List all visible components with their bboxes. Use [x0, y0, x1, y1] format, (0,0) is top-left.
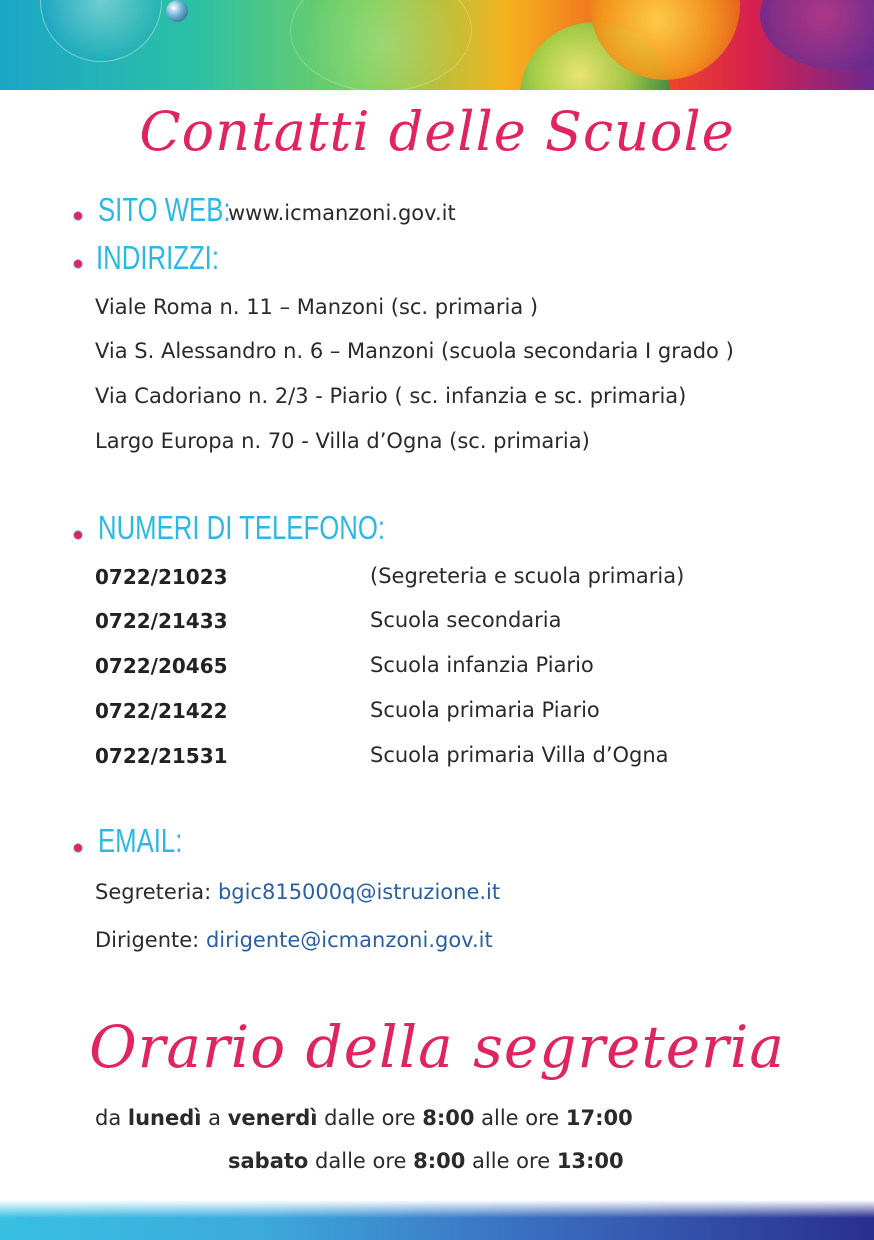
- phone-number[interactable]: 0722/21023: [95, 565, 228, 589]
- phone-description: Scuola secondaria: [370, 608, 562, 632]
- phone-description: Scuola primaria Villa d’Ogna: [370, 743, 669, 767]
- bubble-decoration: [760, 0, 874, 70]
- bubble-decoration: [166, 0, 188, 22]
- hours-time: 8:00: [422, 1106, 475, 1130]
- bullet-icon: [73, 530, 83, 540]
- bullet-icon: [73, 259, 83, 269]
- email-segreteria-link[interactable]: bgic815000q@istruzione.it: [217, 880, 501, 904]
- email-label: EMAIL:: [98, 822, 183, 859]
- web-label: SITO WEB:: [98, 191, 231, 228]
- bullet-icon: [73, 211, 83, 221]
- hours-text: alle ore: [472, 1149, 551, 1173]
- hours-time: 13:00: [556, 1149, 624, 1173]
- phone-description: Scuola infanzia Piario: [370, 653, 594, 677]
- web-url[interactable]: www.icmanzoni.gov.it: [228, 201, 456, 225]
- hours-text: alle ore: [481, 1106, 560, 1130]
- footer-band: [0, 1200, 874, 1240]
- phone-description: (Segreteria e scuola primaria): [370, 564, 685, 588]
- email-segreteria-row: [95, 880, 500, 904]
- email-dirigente-row: [95, 928, 493, 952]
- hours-time: 8:00: [413, 1149, 466, 1173]
- address-line: Via S. Alessandro n. 6 – Manzoni (scuola secondaria I grado ): [95, 339, 734, 363]
- addresses-label: INDIRIZZI:: [96, 239, 219, 276]
- hours-weekday: [95, 1106, 633, 1130]
- hours-day: venerdì: [227, 1106, 318, 1130]
- hours-title: Orario della segreteria: [89, 1013, 785, 1081]
- hours-text: dalle ore: [324, 1106, 416, 1130]
- phone-number[interactable]: 0722/21433: [95, 609, 228, 633]
- address-line: Largo Europa n. 70 - Villa d’Ogna (sc. primaria): [95, 429, 590, 453]
- hours-saturday: [228, 1149, 624, 1173]
- hours-time: 17:00: [565, 1106, 633, 1130]
- email-segreteria-label: Segreteria:: [95, 880, 212, 904]
- contacts-title: Contatti delle Scuole: [139, 100, 735, 163]
- hours-text: dalle ore: [315, 1149, 407, 1173]
- email-dirigente-link[interactable]: dirigente@icmanzoni.gov.it: [205, 928, 493, 952]
- phone-number[interactable]: 0722/20465: [95, 654, 228, 678]
- phone-number[interactable]: 0722/21422: [95, 699, 228, 723]
- hours-day: sabato: [228, 1149, 309, 1173]
- bubble-decoration: [290, 0, 472, 90]
- hours-text: a: [208, 1106, 222, 1130]
- bullet-icon: [73, 843, 83, 853]
- address-line: Viale Roma n. 11 – Manzoni (sc. primaria ): [95, 295, 539, 319]
- header-banner-image: [0, 0, 874, 90]
- phones-label: NUMERI DI TELEFONO:: [98, 509, 385, 546]
- address-line: Via Cadoriano n. 2/3 - Piario ( sc. infanzia e sc. primaria): [95, 384, 687, 408]
- bubble-decoration: [40, 0, 162, 62]
- hours-text: da: [95, 1106, 122, 1130]
- phone-number[interactable]: 0722/21531: [95, 744, 228, 768]
- phone-description: Scuola primaria Piario: [370, 698, 600, 722]
- email-dirigente-label: Dirigente:: [95, 928, 200, 952]
- hours-day: lunedì: [127, 1106, 202, 1130]
